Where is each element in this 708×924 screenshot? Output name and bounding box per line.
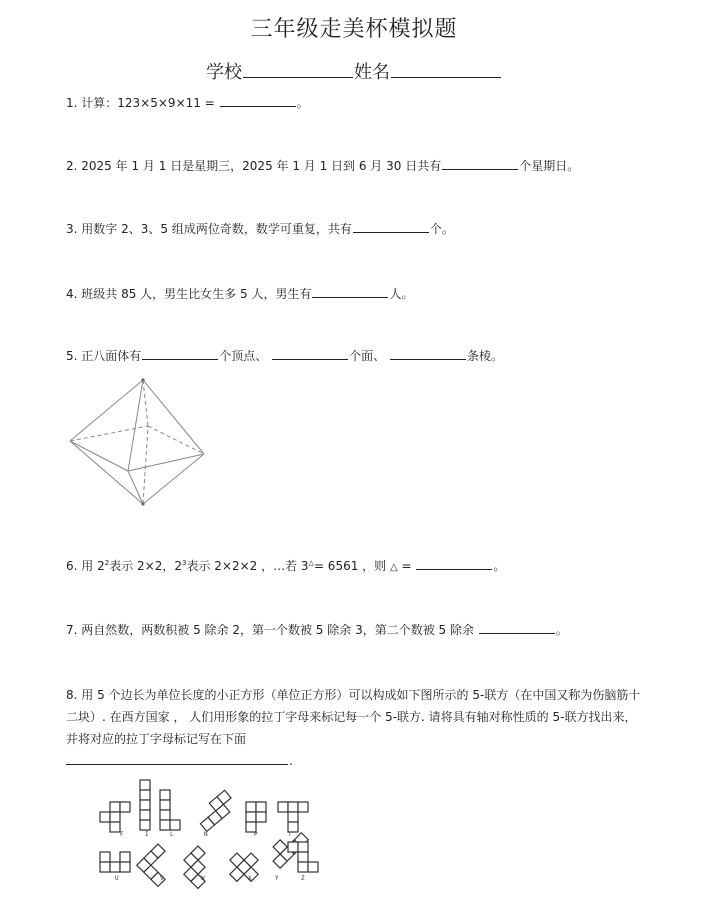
question-number: 2. xyxy=(66,159,78,173)
question-text: 计算：123×5×9×11 = xyxy=(81,96,215,110)
question-text: 。 xyxy=(296,96,309,110)
pentomino-cell xyxy=(246,802,256,812)
exponent: 3 xyxy=(181,559,187,567)
pentomino-cell xyxy=(110,862,120,872)
pentomino-cell xyxy=(110,812,120,822)
pentomino-label: Y xyxy=(275,875,279,882)
pentomino-u xyxy=(100,852,130,872)
question-text: 。 xyxy=(493,559,506,573)
pentomino-label: Z xyxy=(301,875,305,882)
pentomino-x xyxy=(223,846,265,888)
pentomino-label: I xyxy=(145,831,149,838)
pentomino-cell xyxy=(120,862,130,872)
octahedron-figure xyxy=(68,378,208,508)
exponent: △ xyxy=(308,559,314,567)
pentomino-cell xyxy=(246,812,256,822)
answer-blank[interactable] xyxy=(479,632,555,634)
question-text: 用 5 个边长为单位长度的小正方形（单位正方形）可以构成如下图所示的 5-联方（在中国又称为伤脑筋十二块）. 在西方国家 ， 人们用形象的拉丁字母来标记每一个 5-联方. 请将具有轴对称性质的 5-联方找出来，并将对应的拉丁字母标记写在下面 xyxy=(66,688,641,746)
question-text: 用数字 2、3、5 组成两位奇数，数学可重复，共有 xyxy=(81,222,352,236)
answer-blank[interactable] xyxy=(272,358,348,360)
question-text: 表示 2×2，2 xyxy=(109,559,182,573)
answer-blank[interactable] xyxy=(66,763,288,765)
question-text: 表示 2×2×2 ，…若 3 xyxy=(186,559,309,573)
pentomino-cell xyxy=(256,802,266,812)
question-text: 个面、 xyxy=(349,349,386,363)
pentomino-cell xyxy=(110,822,120,832)
pentomino-cell xyxy=(160,820,170,830)
triangle-symbol: △ xyxy=(389,562,398,573)
question-7 xyxy=(66,621,568,638)
question-text: 个星期日。 xyxy=(519,159,580,173)
question-text: 班级共 85 人，男生比女生多 5 人，男生有 xyxy=(81,287,312,301)
pentomino-cell xyxy=(160,790,170,800)
page-title: 三年级走美杯模拟题 xyxy=(250,17,458,42)
pentomino-cell xyxy=(100,852,110,862)
question-number: 3. xyxy=(66,222,78,236)
name-blank[interactable] xyxy=(391,76,501,78)
pentomino-cell xyxy=(160,800,170,810)
answer-blank[interactable] xyxy=(353,231,429,233)
pentomino-cell xyxy=(256,812,266,822)
pentomino-cell xyxy=(288,802,298,812)
school-blank[interactable] xyxy=(243,76,353,78)
question-4 xyxy=(66,285,413,302)
question-number: 5. xyxy=(66,349,78,363)
pentomino-t xyxy=(278,802,308,832)
pentomino-cell xyxy=(308,862,318,872)
pentomino-cell xyxy=(170,820,180,830)
answer-blank[interactable] xyxy=(416,568,492,570)
question-text: 2025 年 1 月 1 日是星期三，2025 年 1 月 1 日到 6 月 30 日共有 xyxy=(81,159,442,173)
pentomino-cell xyxy=(278,802,288,812)
pentomino-p xyxy=(246,802,266,832)
pentomino-cell xyxy=(298,802,308,812)
pentomino-label: V xyxy=(160,875,164,882)
question-3 xyxy=(66,220,454,237)
pentomino-figure xyxy=(98,780,328,890)
pentomino-f xyxy=(100,802,130,832)
pentomino-cell xyxy=(140,780,150,790)
question-8 xyxy=(66,684,641,772)
answer-blank[interactable] xyxy=(442,168,518,170)
pentomino-label: X xyxy=(248,875,252,882)
pentomino-label: P xyxy=(254,831,258,838)
question-text: . xyxy=(289,754,293,768)
pentomino-n xyxy=(194,790,237,831)
pentomino-cell xyxy=(140,800,150,810)
pentomino-cell xyxy=(288,812,298,822)
pentomino-z xyxy=(288,842,318,872)
answer-blank[interactable] xyxy=(312,296,388,298)
question-text: 个。 xyxy=(429,222,454,236)
pentomino-cell xyxy=(100,862,110,872)
header-line xyxy=(0,58,708,84)
pentomino-cell xyxy=(288,842,298,852)
pentomino-label: U xyxy=(115,875,119,882)
name-label: 姓名 xyxy=(354,62,390,83)
question-text: = xyxy=(397,559,412,573)
pentomino-cell xyxy=(298,862,308,872)
pentomino-cell xyxy=(120,802,130,812)
pentomino-cell xyxy=(160,810,170,820)
pentomino-cell xyxy=(140,810,150,820)
pentomino-label: T xyxy=(288,831,292,838)
question-number: 1. xyxy=(66,96,78,110)
pentomino-cell xyxy=(298,852,308,862)
question-number: 4. xyxy=(66,287,78,301)
pentomino-cell xyxy=(120,852,130,862)
question-text: 人。 xyxy=(389,287,414,301)
question-text: = 6561 ，则 xyxy=(313,559,390,573)
question-2 xyxy=(66,157,579,174)
question-1 xyxy=(66,94,309,111)
pentomino-l xyxy=(160,790,180,830)
question-text: 两自然数，两数积被 5 除余 2，第一个数被 5 除余 3，第二个数被 5 除余 xyxy=(81,623,474,637)
pentomino-cell xyxy=(140,790,150,800)
question-6 xyxy=(66,557,505,574)
pentomino-v xyxy=(137,844,179,886)
answer-blank[interactable] xyxy=(142,358,218,360)
pentomino-label: N xyxy=(204,831,208,838)
pentomino-w xyxy=(177,846,219,888)
pentomino-cell xyxy=(140,820,150,830)
pentomino-cell xyxy=(110,802,120,812)
question-5 xyxy=(66,347,503,364)
question-number: 8. xyxy=(66,688,78,702)
exponent: 2 xyxy=(104,559,110,567)
question-text: 。 xyxy=(555,623,568,637)
question-number: 7. xyxy=(66,623,78,637)
pentomino-label: L xyxy=(170,831,174,838)
pentomino-cell xyxy=(100,812,110,822)
school-label: 学校 xyxy=(206,62,242,83)
question-text: 正八面体有 xyxy=(81,349,142,363)
pentomino-label: W xyxy=(201,875,205,882)
pentomino-cell xyxy=(298,842,308,852)
question-text: 个顶点、 xyxy=(219,349,268,363)
question-text: 条棱。 xyxy=(466,349,503,363)
pentomino-label: F xyxy=(120,831,124,838)
answer-blank[interactable] xyxy=(220,105,296,107)
question-number: 6. xyxy=(66,559,78,573)
pentomino-i xyxy=(140,780,150,830)
question-text: 用 2 xyxy=(81,559,105,573)
answer-blank[interactable] xyxy=(390,358,466,360)
